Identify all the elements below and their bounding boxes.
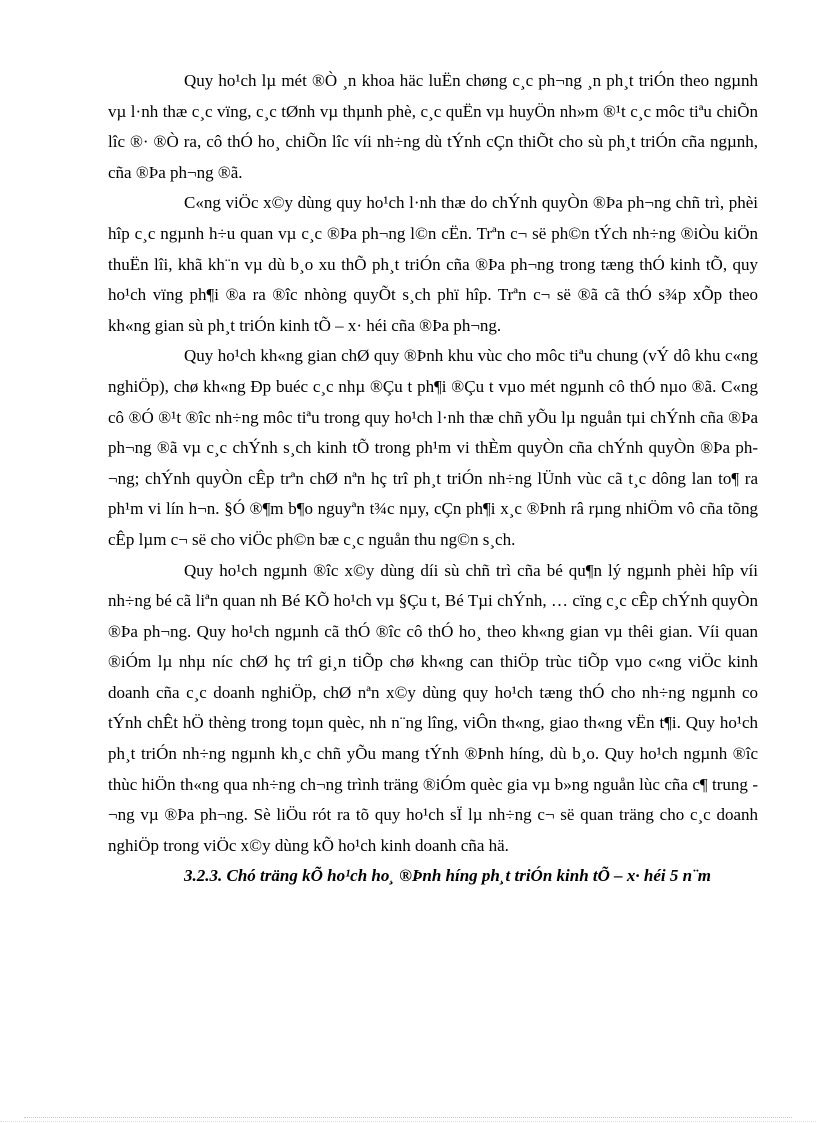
paragraph-sector-planning: Quy ho¹ch ngµnh ®îc x©y dùng díi sù chñ trì cña bé qu¶n lý ngµnh phèi hîp víi nh÷ng bé cã liªn quan nh Bé KÕ ho¹ch vµ §Çu t, Bé Tµi chÝnh, … cïng c¸c cÊp chÝnh quyÒn ®Þa ph¬ng. Quy ho¹ch ngµnh cã thÓ ®îc cô thÓ ho¸ theo kh«ng gian vµ thêi gian. Víi quan ®iÓm lµ nhµ níc chØ hç trî gi¸n tiÕp chø kh«ng can thiÖp trùc tiÕp vµo c«ng viÖc kinh doanh cña c¸c doanh nghiÖp, chØ nªn x©y dùng quy ho¹ch tæng thÓ cho nh÷ng ngµnh co tÝnh chÊt hÖ thèng trong toµn quèc, nh n¨ng lîng, viÔn th«ng, giao th«ng vËn t¶i. Quy ho¹ch ph¸t triÓn nh÷ng ngµnh kh¸c chñ yÕu mang tÝnh ®Þnh híng, dù b¸o. Quy ho¹ch ngµnh ®îc thùc hiÖn th«ng qua nh÷ng ch¬ng trình träng ®iÓm quèc gia vµ b»ng nguån lùc cña c¶ trung ¬ng vµ ®Þa ph¬ng. Sè liÖu rót ra tõ quy ho¹ch sÏ lµ nh÷ng c¬ së quan träng cho c¸c doanh nghiÖp trong viÖc x©y dùng kÕ ho¹ch kinh doanh cña hä. xyxy=(108,560,758,855)
page-footer-divider xyxy=(24,1117,792,1118)
page-bottom-edge xyxy=(0,1121,816,1122)
paragraph-spatial-planning: Quy ho¹ch kh«ng gian chØ quy ®Þnh khu vùc cho môc tiªu chung (vÝ dô khu c«ng nghiÖp), chø kh«ng Ðp buéc c¸c nhµ ®Çu t ph¶i ®Çu t vµo mét ngµnh cô thÓ nµo ®ã. C«ng cô ®Ó ®¹t ®îc nh÷ng môc tiªu trong quy ho¹ch l·nh thæ chñ yÕu lµ nguån tµi chÝnh cña ®Þa ph¬ng ®ã vµ c¸c chÝnh s¸ch kinh tÕ trong ph¹m vi thÈm quyÒn cña chÝnh quyÒn ®Þa ph¬ng; chÝnh quyÒn cÊp trªn chØ nªn hç trî ph¸t triÓn nh÷ng lÜnh vùc cã t¸c dông lan to¶ ra ph¹m vi lín h¬n. §Ó ®¶m b¶o nguyªn t¾c nµy, cÇn ph¶i x¸c ®Þnh râ rµng nhiÖm vô cña tõng cÊp lµm c¬ së cho viÖc ph©n bæ c¸c nguån thu ng©n s¸ch. xyxy=(108,346,758,549)
paragraph-planning-definition: Quy ho¹ch lµ mét ®Ò ¸n khoa häc luËn chøng c¸c ph¬ng ¸n ph¸t triÓn theo ngµnh vµ l·nh thæ c¸c vïng, c¸c tØnh vµ thµnh phè, c¸c quËn vµ huyÖn nh»m ®¹t c¸c môc tiªu chiÕn lîc ®· ®Ò ra, cô thÓ ho¸ chiÕn lîc víi nh÷ng dù tÝnh cÇn thiÕt cho sù ph¸t triÓn cña ngµnh, cña ®Þa ph¬ng ®ã. xyxy=(108,71,758,182)
paragraph-territorial-planning: C«ng viÖc x©y dùng quy ho¹ch l·nh thæ do chÝnh quyÒn ®Þa ph¬ng chñ trì, phèi hîp c¸c ngµnh h÷u quan vµ c¸c ®Þa ph¬ng l©n cËn. Trªn c¬ së ph©n tÝch nh÷ng ®iÒu kiÖn thuËn lîi, khã kh¨n vµ dù b¸o xu thÕ ph¸t triÓn cña ®Þa ph¬ng trong tæng thÓ kinh tÕ, quy ho¹ch vïng ph¶i ®a ra ®îc nhòng quyÕt s¸ch phï hîp. Trªn c¬ së ®ã cã thÓ s¾p xÕp theo kh«ng gian sù ph¸t triÓn kinh tÕ – x· héi cña ®Þa ph¬ng. xyxy=(108,193,758,335)
section-heading: 3.2.3. Chó träng kÕ ho¹ch ho¸ ®Þnh híng ph¸t triÓn kinh tÕ – x· héi 5 n¨m xyxy=(184,866,711,886)
document-page xyxy=(108,66,758,892)
